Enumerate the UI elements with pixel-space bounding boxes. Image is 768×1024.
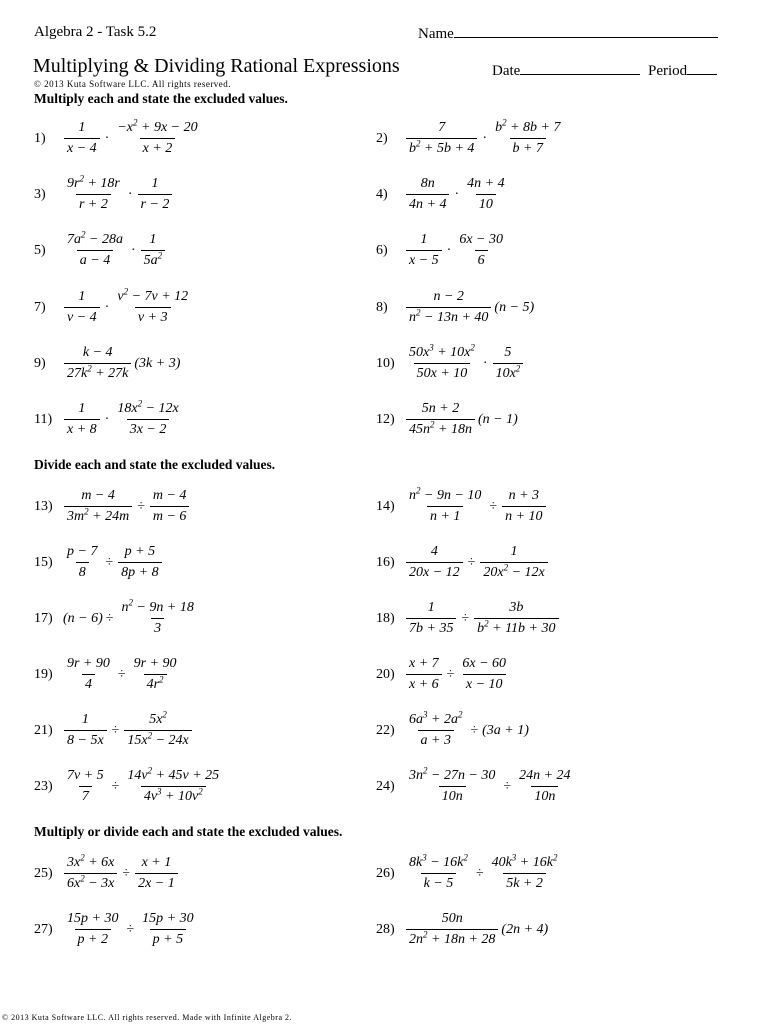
problem-15	[34, 544, 164, 581]
name-label: Name	[418, 26, 454, 42]
problem-number: 26)	[376, 865, 395, 881]
problem-16	[376, 544, 550, 581]
problem-number: 23)	[34, 778, 53, 794]
problem-expression: $\frac{9r^2 + 18r}{r + 2}$ · $\frac{1}{r - 2}$	[62, 176, 174, 213]
problem-expression: $\frac{7v + 5}{7}$ ÷ $\frac{14v^2 + 45v + 25}{4v^3 + 10v^2}$	[67, 765, 220, 804]
problem-number: 11)	[34, 411, 53, 427]
section-divide-heading: Divide each and state the excluded values.	[34, 457, 276, 472]
problem-expression: $\frac{n^2 - 9n - 10}{n + 1}$ ÷ $\frac{n + 3}{n + 10}$	[404, 488, 548, 525]
period-line	[687, 61, 717, 75]
problem-expression: $\frac{4}{20x - 12}$ ÷ $\frac{1}{20x^2 - 12x}$	[404, 544, 550, 581]
problem-expression: $\frac{9r + 90}{4}$ ÷ $\frac{9r + 90}{4r^2}$	[67, 656, 177, 692]
problem-expression: $\frac{p - 7}{8}$ ÷ $\frac{p + 5}{8p + 8}$	[62, 544, 164, 581]
problem-number: 18)	[376, 610, 395, 626]
problem-expression: $\frac{5n + 2}{45n^2 + 18n}$ (n − 1)	[404, 401, 518, 438]
problem-9	[34, 345, 180, 382]
problem-expression: $\frac{8n}{4n + 4}$ · $\frac{4n + 4}{10}$	[404, 176, 510, 213]
problem-number: 19)	[34, 666, 53, 682]
problem-28	[376, 911, 548, 948]
problem-number: 7)	[34, 299, 46, 315]
worksheet-title: Multiplying & Dividing Rational Expressions	[33, 55, 400, 77]
problem-number: 8)	[376, 299, 388, 315]
problem-number: 3)	[34, 186, 46, 202]
period-field[interactable]	[648, 61, 717, 80]
problem-8	[376, 289, 534, 326]
problem-expression: $\frac{7}{b^2 + 5b + 4}$ · $\frac{b^2 + 8b + 7}{b + 7}$	[404, 120, 565, 157]
date-line	[520, 61, 640, 75]
problem-expression: (n − 6) ÷ $\frac{n^2 - 9n + 18}{3}$	[63, 597, 194, 636]
problem-number: 22)	[376, 722, 395, 738]
problem-expression: $\frac{3n^2 - 27n - 30}{10n}$ ÷ $\frac{24n + 24}{10n}$	[409, 765, 571, 804]
problem-3	[34, 173, 174, 213]
problem-expression: $\frac{3x^2 + 6x}{6x^2 - 3x}$ ÷ $\frac{x + 1}{2x - 1}$	[62, 855, 180, 892]
problem-number: 2)	[376, 130, 388, 146]
problem-number: 5)	[34, 242, 46, 258]
problem-18	[376, 600, 561, 637]
problem-13	[34, 488, 191, 525]
section-mixed-heading: Multiply or divide each and state the excluded values.	[34, 824, 343, 839]
problem-number: 13)	[34, 498, 53, 514]
problem-expression: $\frac{15p + 30}{p + 2}$ ÷ $\frac{15p + 30}{p + 5}$	[67, 911, 194, 947]
problem-14	[376, 485, 548, 525]
problem-number: 20)	[376, 666, 395, 682]
problem-number: 17)	[34, 610, 53, 626]
problem-26	[376, 852, 562, 892]
problem-1	[34, 117, 203, 157]
problem-expression: $\frac{8k^3 - 16k^2}{k - 5}$ ÷ $\frac{40k^3 + 16k^2}{5k + 2}$	[409, 852, 558, 891]
problem-12	[376, 401, 518, 438]
problem-23	[34, 765, 224, 805]
problem-expression: $\frac{m - 4}{3m^2 + 24m}$ ÷ $\frac{m - 4}{m - 6}$	[62, 488, 191, 525]
problem-6	[376, 232, 508, 269]
section-multiply-heading: Multiply each and state the excluded values.	[34, 91, 288, 106]
page-footer: © 2013 Kuta Software LLC. All rights reserved. Made with Infinite Algebra 2.	[2, 1013, 293, 1022]
problem-11	[34, 398, 184, 438]
problem-number: 16)	[376, 554, 395, 570]
problem-22	[376, 709, 529, 749]
problem-expression: $\frac{7a^2 - 28a}{a - 4}$ · $\frac{1}{5a^2}$	[62, 232, 167, 269]
problem-17	[34, 597, 199, 637]
problem-21	[34, 709, 194, 749]
problem-number: 9)	[34, 355, 46, 371]
problem-number: 24)	[376, 778, 395, 794]
problem-number: 14)	[376, 498, 395, 514]
problem-10	[376, 342, 525, 382]
copyright-line: © 2013 Kuta Software LLC. All rights reserved.	[34, 79, 232, 89]
problem-number: 10)	[376, 355, 395, 371]
problem-number: 1)	[34, 130, 46, 146]
problem-number: 12)	[376, 411, 395, 427]
problem-27	[34, 911, 199, 948]
problem-expression: $\frac{n - 2}{n^2 - 13n + 40}$ (n − 5)	[404, 289, 534, 326]
problem-number: 15)	[34, 554, 53, 570]
period-label: Period	[648, 63, 688, 79]
problem-expression: $\frac{50x^3 + 10x^2}{50x + 10}$ · $\frac{5}{10x^2}$	[404, 345, 525, 382]
problem-25	[34, 852, 180, 892]
problem-expression: $\frac{6a^3 + 2a^2}{a + 3}$ ÷ (3a + 1)	[409, 709, 529, 748]
problem-number: 21)	[34, 722, 53, 738]
problem-expression: $\frac{1}{x + 8}$ · $\frac{18x^2 - 12x}{3x - 2}$	[62, 401, 184, 438]
date-label: Date	[492, 63, 521, 79]
name-field[interactable]	[418, 24, 718, 43]
problem-expression: $\frac{50n}{2n^2 + 18n + 28}$ (2n + 4)	[404, 911, 548, 948]
name-line	[454, 24, 718, 38]
problem-5	[34, 229, 167, 269]
date-field[interactable]	[492, 61, 640, 80]
problem-20	[376, 656, 511, 693]
problem-number: 25)	[34, 865, 53, 881]
problem-number: 27)	[34, 921, 53, 937]
problem-19	[34, 656, 182, 693]
problem-4	[376, 176, 510, 213]
course-label: Algebra 2 - Task 5.2	[34, 24, 157, 40]
problem-expression: $\frac{1}{x - 5}$ · $\frac{6x - 30}{6}$	[404, 232, 508, 269]
problem-expression: $\frac{1}{8 - 5x}$ ÷ $\frac{5x^2}{15x^2 - 24x}$	[62, 712, 194, 749]
problem-2	[376, 117, 565, 157]
problem-number: 28)	[376, 921, 395, 937]
problem-expression: $\frac{k - 4}{27k^2 + 27k}$ (3k + 3)	[62, 345, 180, 382]
problem-expression: $\frac{1}{x - 4}$ · $\frac{-x^2 + 9x - 20}{x + 2}$	[62, 120, 203, 157]
problem-number: 4)	[376, 186, 388, 202]
problem-number: 6)	[376, 242, 388, 258]
problem-7	[34, 286, 193, 326]
problem-24	[376, 765, 576, 805]
problem-expression: $\frac{x + 7}{x + 6}$ ÷ $\frac{6x - 60}{x - 10}$	[404, 656, 511, 693]
problem-expression: $\frac{1}{7b + 35}$ ÷ $\frac{3b}{b^2 + 11b + 30}$	[404, 600, 561, 637]
problem-expression: $\frac{1}{v - 4}$ · $\frac{v^2 - 7v + 12}{v + 3}$	[62, 289, 193, 326]
